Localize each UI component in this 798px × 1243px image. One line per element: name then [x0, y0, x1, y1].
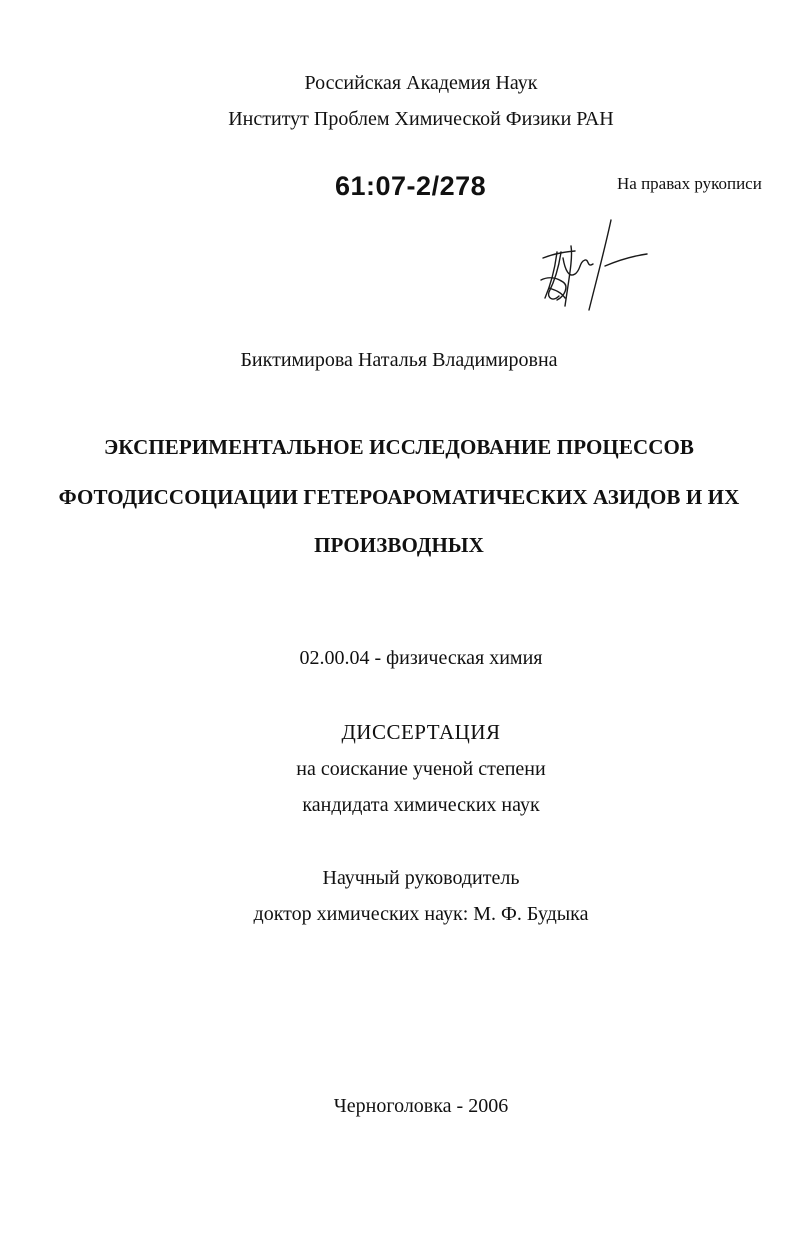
degree-line-2: кандидата химических наук [302, 794, 540, 816]
title-line-3: ПРОИЗВОДНЫХ [314, 533, 484, 557]
signature-icon [535, 218, 655, 313]
academy-name: Российская Академия Наук [304, 72, 538, 94]
document-type: ДИССЕРТАЦИЯ [341, 720, 501, 744]
specialty-code: 02.00.04 - физическая химия [299, 647, 543, 669]
supervisor-name: доктор химических наук: М. Ф. Будыка [253, 903, 589, 925]
supervisor-label: Научный руководитель [322, 867, 520, 889]
author-name: Биктимирова Наталья Владимировна [240, 349, 558, 371]
place-year: Черноголовка - 2006 [333, 1095, 509, 1117]
title-line-2: ФОТОДИССОЦИАЦИИ ГЕТЕРОАРОМАТИЧЕСКИХ АЗИДОВ И ИХ [58, 485, 740, 509]
registry-code: 61:07-2/278 [335, 171, 487, 201]
manuscript-note: На правах рукописи [617, 174, 762, 193]
degree-line-1: на соискание ученой степени [296, 758, 546, 780]
title-line-1: ЭКСПЕРИМЕНТАЛЬНОЕ ИССЛЕДОВАНИЕ ПРОЦЕССОВ [103, 435, 695, 459]
institute-name: Институт Проблем Химической Физики РАН [228, 108, 614, 130]
